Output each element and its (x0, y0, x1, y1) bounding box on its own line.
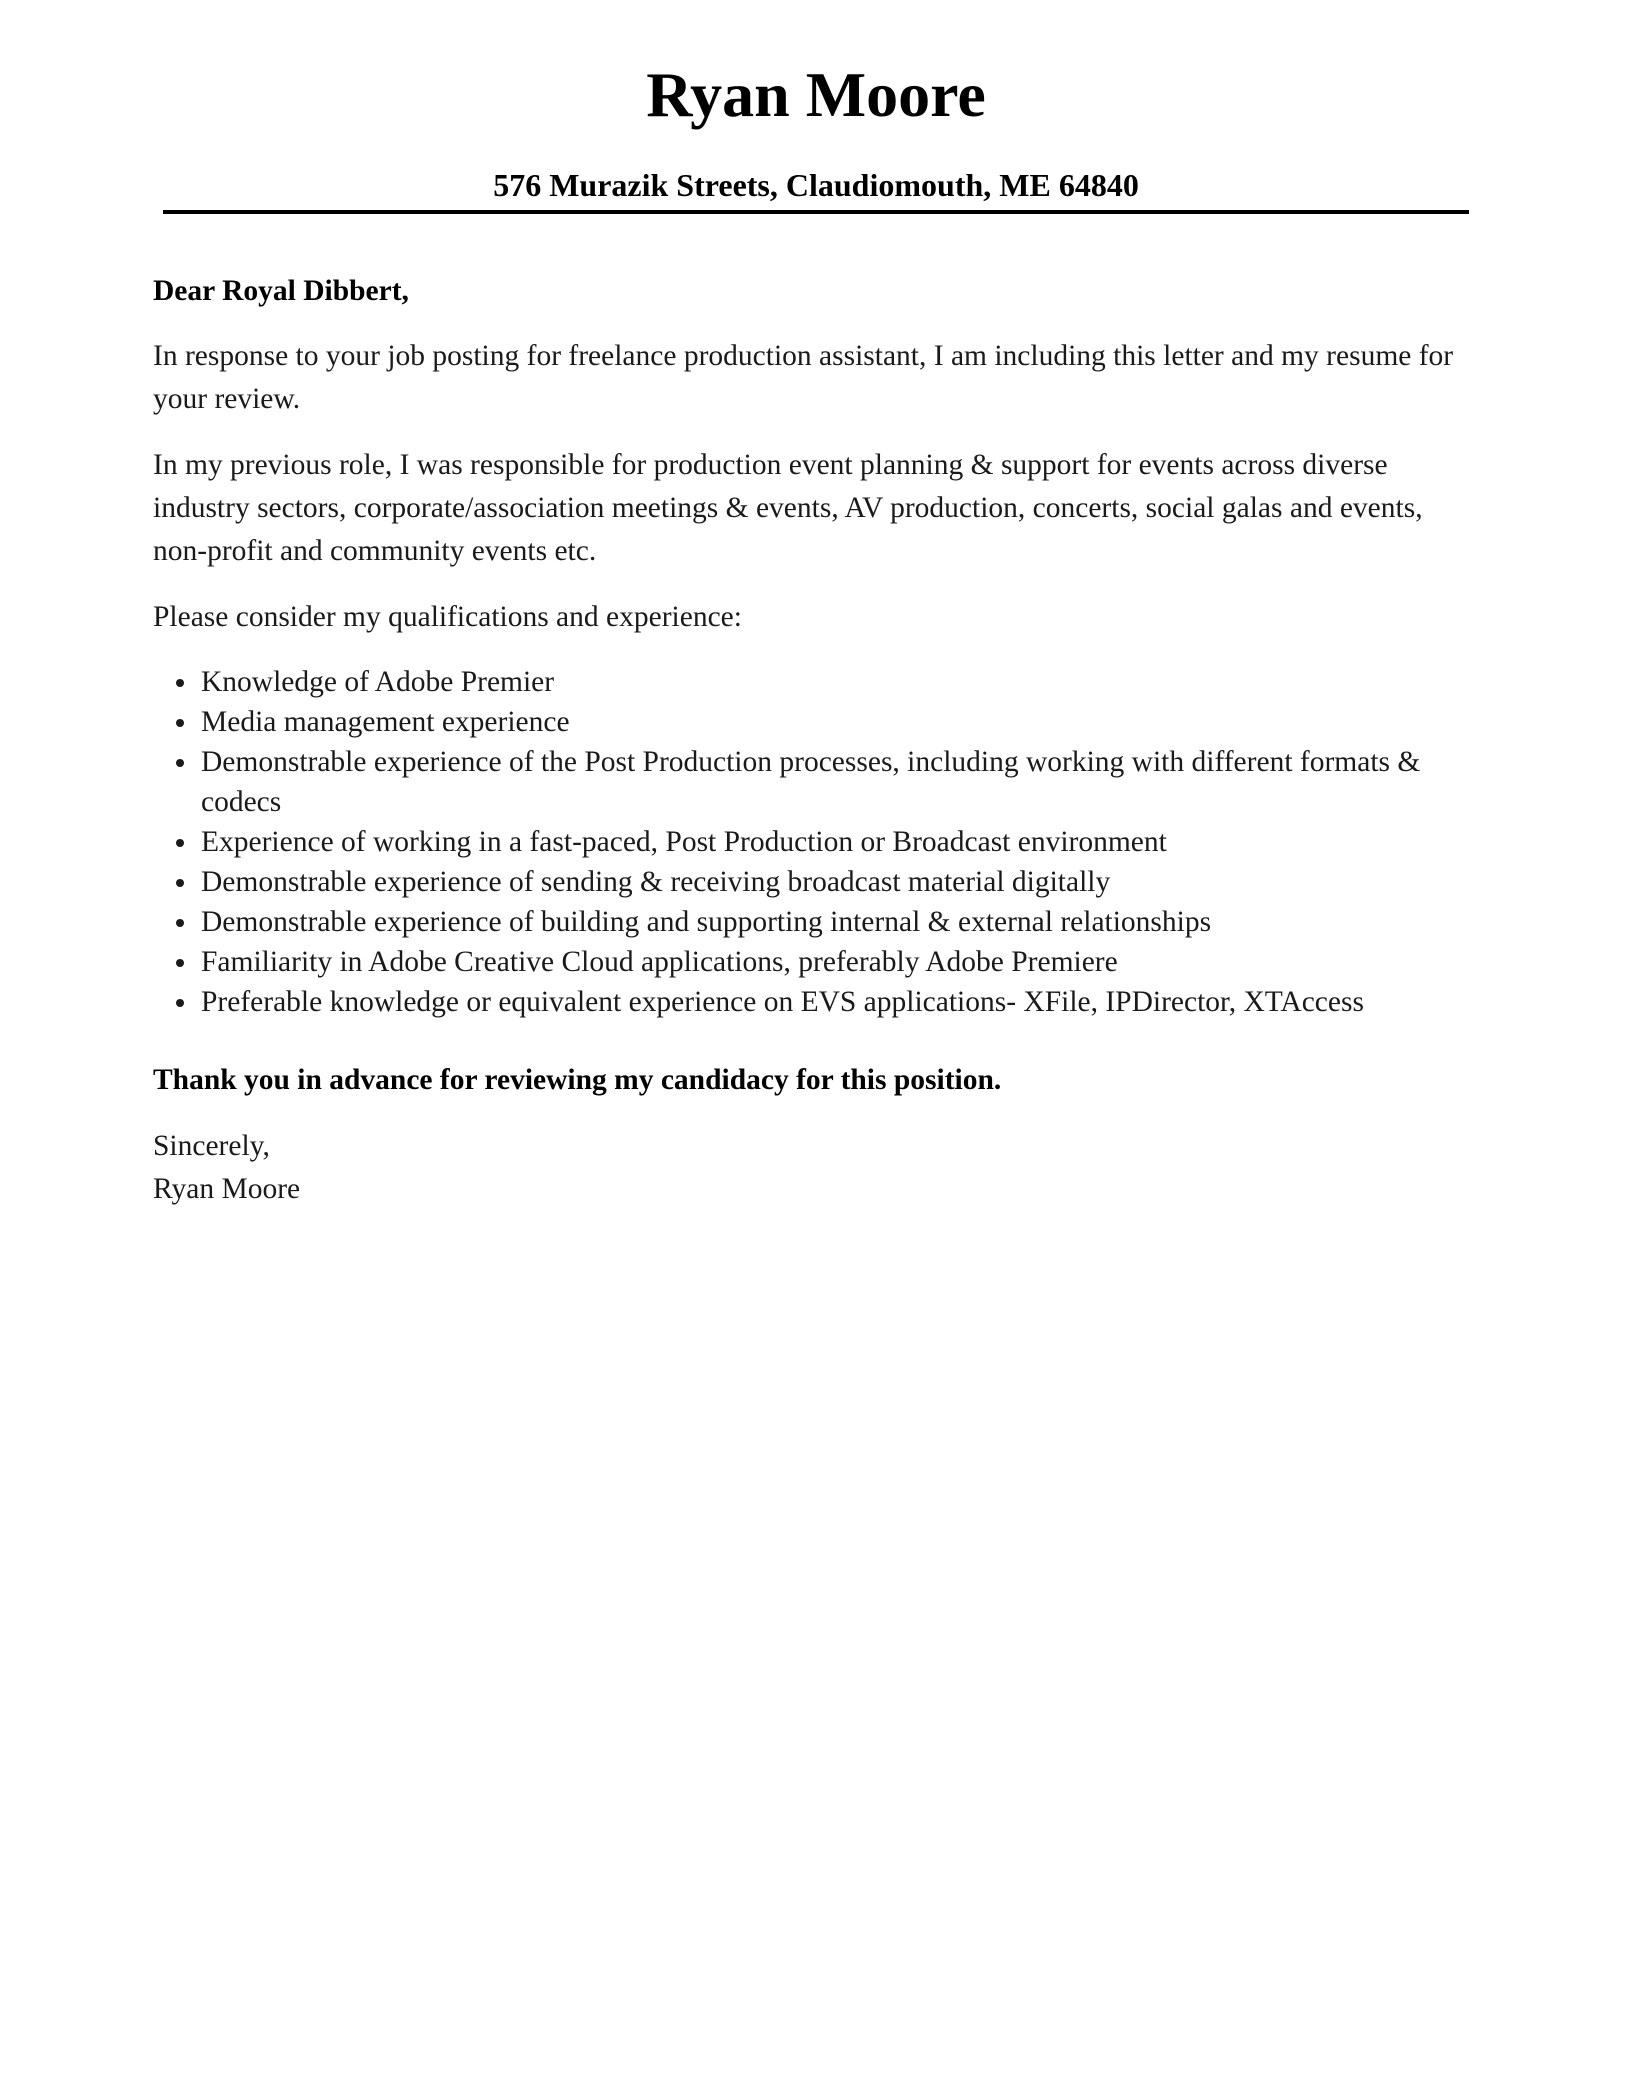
signoff: Sincerely, (153, 1130, 270, 1162)
letter-body (153, 270, 1473, 1211)
list-item (153, 902, 1473, 942)
previous-role-paragraph: In my previous role, I was responsible for production event planning & support for events across diverse industry sectors, corporate/association meetings & events, AV production, concerts, social galas and events, non-profit and community events etc. (153, 449, 1423, 567)
signature-name: Ryan Moore (153, 1173, 301, 1205)
list-item-text: Knowledge of Adobe Premier (201, 666, 555, 698)
bullet-icon (176, 759, 184, 767)
list-item-text: Experience of working in a fast-paced, Post Production or Broadcast environment (201, 826, 1167, 858)
header-divider (163, 210, 1469, 214)
list-item-text: Media management experience (201, 706, 570, 738)
bullet-icon (176, 919, 184, 927)
bullet-icon (176, 999, 184, 1007)
bullet-icon (176, 839, 184, 847)
bullet-icon (176, 719, 184, 727)
qualifications-list (153, 662, 1473, 1022)
list-item-text: Demonstrable experience of the Post Production processes, including working with different formats & codecs (201, 746, 1421, 818)
bullet-icon (176, 679, 184, 687)
salutation: Dear Royal Dibbert, (153, 275, 409, 307)
list-item (153, 742, 1473, 822)
list-item (153, 982, 1473, 1022)
closing-statement: Thank you in advance for reviewing my candidacy for this position. (153, 1064, 1002, 1096)
list-item (153, 942, 1473, 982)
list-item-text: Demonstrable experience of building and supporting internal & external relationships (201, 906, 1212, 938)
list-item (153, 822, 1473, 862)
list-item-text: Preferable knowledge or equivalent experience on EVS applications- XFile, IPDirector, XTAccess (201, 986, 1364, 1018)
sender-address: 576 Murazik Streets, Claudiomouth, ME 64840 (493, 167, 1139, 203)
intro-paragraph: In response to your job posting for freelance production assistant, I am including this letter and my resume for your review. (153, 340, 1454, 415)
list-item (153, 862, 1473, 902)
list-item (153, 662, 1473, 702)
bullet-icon (176, 959, 184, 967)
list-item-text: Familiarity in Adobe Creative Cloud applications, preferably Adobe Premiere (201, 946, 1118, 978)
list-item (153, 702, 1473, 742)
consider-paragraph: Please consider my qualifications and experience: (153, 601, 742, 633)
list-item-text: Demonstrable experience of sending & receiving broadcast material digitally (201, 866, 1111, 898)
sender-name: Ryan Moore (646, 59, 986, 130)
bullet-icon (176, 879, 184, 887)
